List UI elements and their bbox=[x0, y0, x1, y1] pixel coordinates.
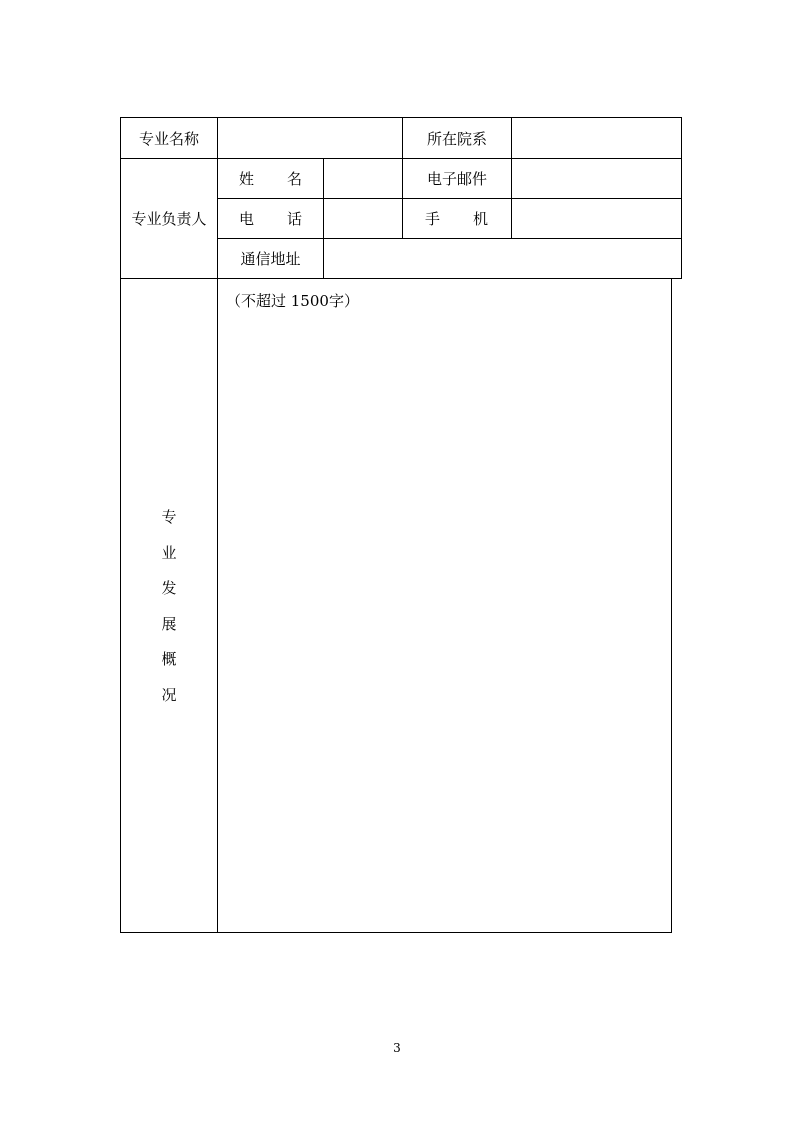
table-border-right-top bbox=[681, 117, 682, 279]
name-field[interactable] bbox=[324, 159, 402, 198]
mobile-field[interactable] bbox=[512, 199, 681, 238]
email-field[interactable] bbox=[512, 159, 681, 198]
name-label-char-2: 名 bbox=[286, 170, 302, 188]
page-number: 3 bbox=[393, 1041, 401, 1055]
overview-label-char-4: 展 bbox=[161, 614, 177, 633]
overview-label-char-6: 况 bbox=[161, 685, 177, 704]
address-label-text: 通信地址 bbox=[240, 250, 301, 268]
email-label bbox=[403, 159, 511, 198]
major-name-field[interactable] bbox=[218, 118, 402, 158]
major-name-label-text: 专业名称 bbox=[138, 129, 199, 148]
address-field[interactable] bbox=[324, 239, 681, 278]
major-name-label bbox=[121, 118, 217, 158]
phone-label-char-1: 电 bbox=[239, 210, 255, 228]
department-field[interactable] bbox=[512, 118, 681, 158]
leader-label bbox=[121, 159, 217, 278]
name-label bbox=[239, 159, 302, 198]
mobile-label bbox=[425, 199, 488, 238]
overview-label-char-1: 专 bbox=[161, 508, 177, 526]
department-label-text: 所在院系 bbox=[426, 129, 487, 148]
mobile-label-char-2: 机 bbox=[472, 210, 488, 228]
table-border-right-bottom bbox=[671, 278, 672, 933]
phone-field[interactable] bbox=[324, 199, 402, 238]
overview-text-area[interactable] bbox=[218, 279, 671, 932]
overview-label-char-3: 发 bbox=[161, 579, 177, 597]
overview-label-char-5: 概 bbox=[161, 650, 177, 668]
phone-label bbox=[239, 199, 302, 238]
phone-label-char-2: 话 bbox=[286, 210, 302, 228]
mobile-label-char-1: 手 bbox=[425, 210, 441, 228]
overview-label bbox=[121, 505, 217, 718]
department-label bbox=[403, 118, 511, 158]
overview-label-char-2: 业 bbox=[161, 543, 177, 562]
name-label-char-1: 姓 bbox=[239, 170, 255, 188]
overview-hint: （不超过 1500字） bbox=[226, 292, 359, 310]
address-label bbox=[218, 239, 323, 278]
email-label-text: 电子邮件 bbox=[426, 170, 487, 188]
leader-label-text: 专业负责人 bbox=[131, 210, 207, 228]
table-border-bottom bbox=[120, 932, 672, 933]
